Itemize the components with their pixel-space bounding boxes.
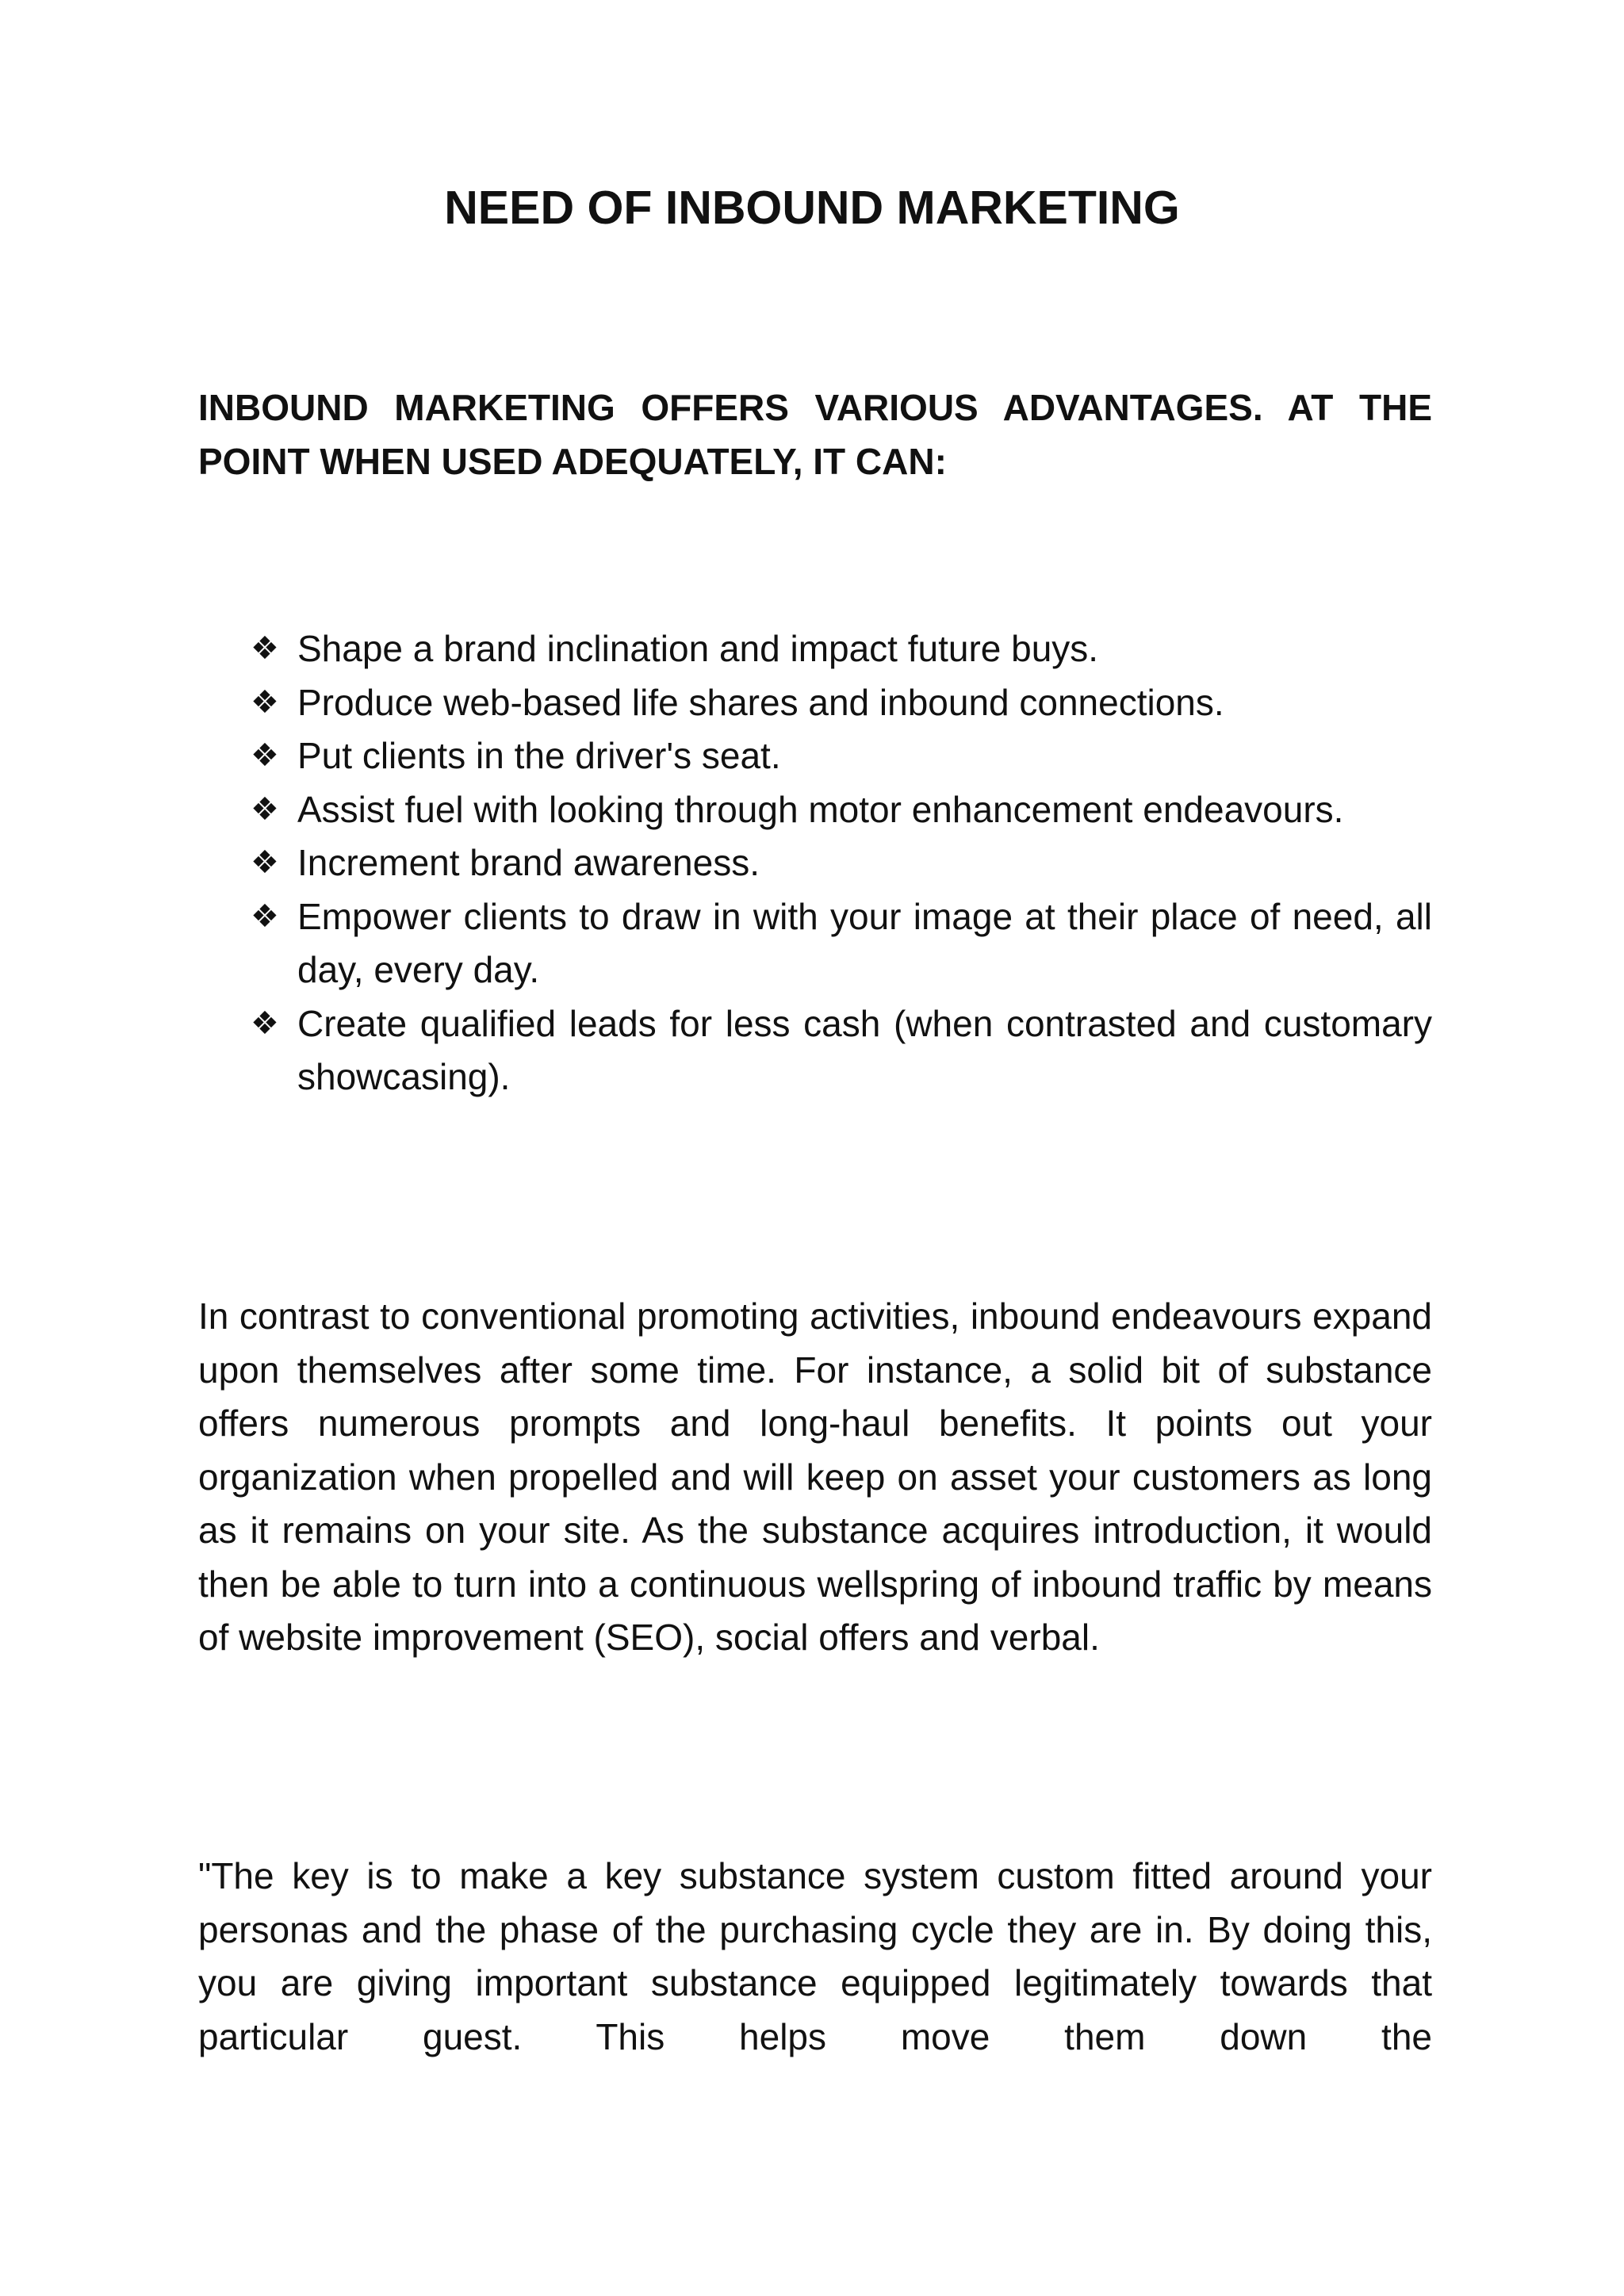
diamond-four-petal-icon: ❖: [251, 844, 279, 881]
list-item: [198, 836, 1432, 890]
list-item: [198, 729, 1432, 783]
diamond-four-petal-icon: ❖: [251, 1004, 279, 1042]
list-item: [198, 890, 1432, 997]
list-item-text: Increment brand awareness.: [297, 842, 760, 883]
body-paragraph: In contrast to conventional promoting activities, inbound endeavours expand upon themselves after some time. For instance, a solid bit of substance offers numerous prompts and long-haul benefits. It points out your organization when propelled and will keep on asset your customers as long as it remains on your site. As the substance acquires introduction, it would then be able to turn into a continuous wellspring of inbound traffic by means of website improvement (SEO), social offers and verbal.: [198, 1295, 1432, 1658]
page-title: NEED OF INBOUND MARKETING: [444, 182, 1180, 234]
list-item-text: Shape a brand inclination and impact future buys.: [297, 628, 1099, 669]
list-item: [198, 997, 1432, 1104]
list-item: [198, 676, 1432, 730]
list-item: [198, 783, 1432, 837]
advantages-list: [198, 622, 1432, 1104]
diamond-four-petal-icon: ❖: [251, 897, 279, 935]
diamond-four-petal-icon: ❖: [251, 790, 279, 828]
diamond-four-petal-icon: ❖: [251, 737, 279, 774]
list-item-text: Empower clients to draw in with your image at their place of need, all day, every day.: [297, 895, 1432, 990]
list-item-text: Put clients in the driver's seat.: [297, 735, 781, 776]
intro-heading: INBOUND MARKETING OFFERS VARIOUS ADVANTAGES. AT THE POINT WHEN USED ADEQUATELY, IT CAN:: [198, 387, 1432, 482]
list-item-text: Create qualified leads for less cash (when contrasted and customary showcasing).: [297, 1002, 1432, 1097]
diamond-four-petal-icon: ❖: [251, 630, 279, 667]
list-item-text: Produce web-based life shares and inbound connections.: [297, 681, 1224, 723]
list-item-text: Assist fuel with looking through motor enhancement endeavours.: [297, 788, 1344, 830]
list-item: [198, 622, 1432, 676]
body-paragraph: "The key is to make a key substance system custom fitted around your personas and the phase of the purchasing cycle they are in. By doing this, you are giving important substance equipped legitimately towards that particular guest. This helps move them down the: [198, 1855, 1432, 2057]
diamond-four-petal-icon: ❖: [251, 683, 279, 721]
